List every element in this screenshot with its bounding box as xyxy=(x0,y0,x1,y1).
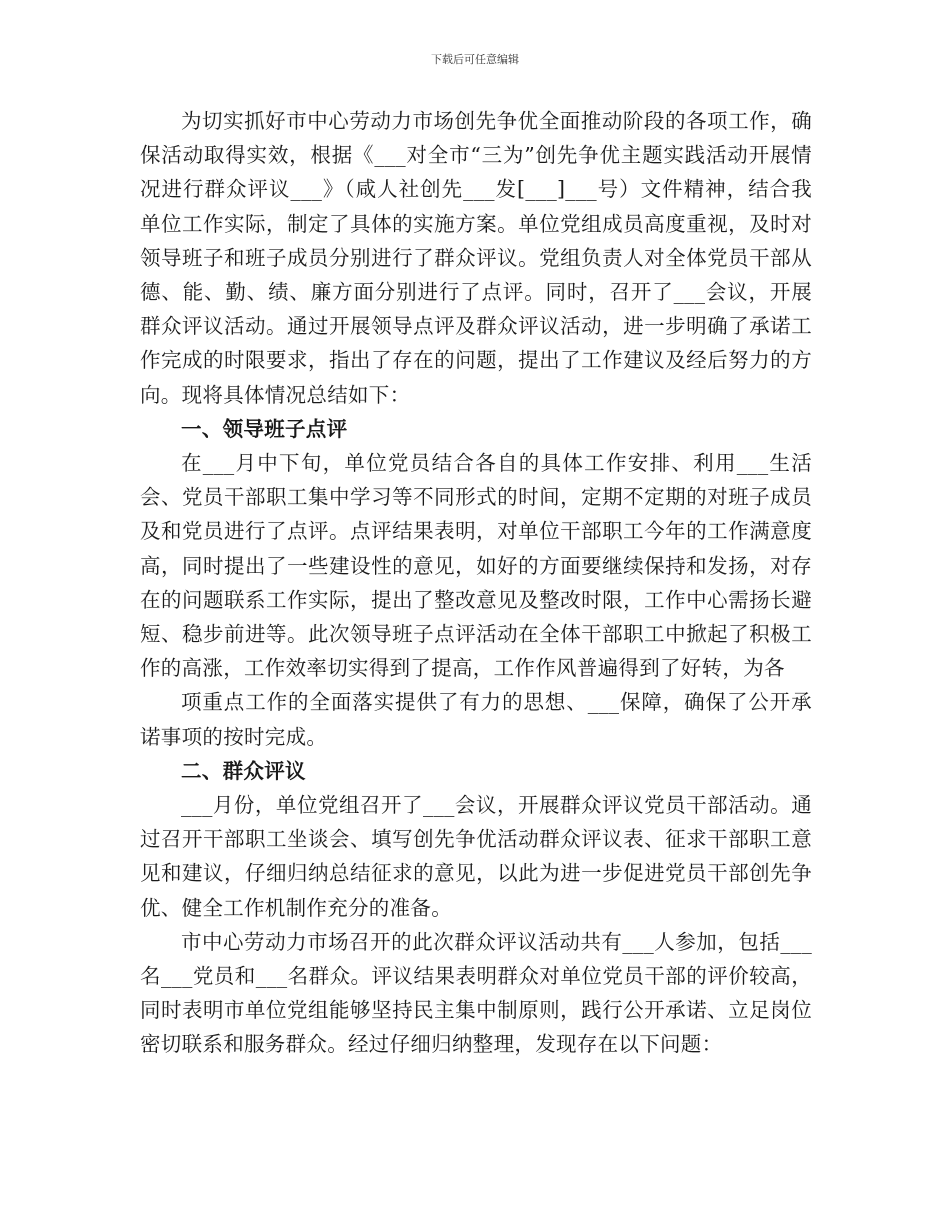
page-header: 下载后可任意编辑 xyxy=(431,53,519,66)
section-heading-public-review: 二、群众评议 xyxy=(181,758,306,783)
leadership-review-paragraph-1: 在___月中下旬，单位党员结合各自的具体工作安排、利用___生活会、党员干部职工集中学习等不同形式的时间，定期不定期的对班子成员及和党员进行了点评。点评结果表明，对单位干部职工今年的工作满意度高，同时提出了一些建设性的意见，如好的方面要继续保持和发扬，对存在的问题联系工作实际，提出了整改意见及整改时限，工作中心需扬长避短、稳步前进等。此次领导班子点评活动在全体干部职工中掀起了积极工作的高涨，工作效率切实得到了提高，工作作风普遍得到了好转，为各 xyxy=(140,451,812,681)
public-review-paragraph-1: ___月份，单位党组召开了___会议，开展群众评议党员干部活动。通过召开干部职工坐谈会、填写创先争优活动群众评议表、征求干部职工意见和建议，仔细归纳总结征求的意见，以此为进一步促进党员干部创先争优、健全工作机制作充分的准备。 xyxy=(140,793,812,920)
public-review-paragraph-2: 市中心劳动力市场召开的此次群众评议活动共有___人参加，包括___名___党员和___名群众。评议结果表明群众对单位党员干部的评价较高，同时表明市单位党组能够坚持民主集中制原则，践行公开承诺、立足岗位密切联系和服务群众。经过仔细归纳整理，发现存在以下问题： xyxy=(140,929,812,1057)
intro-paragraph: 为切实抓好市中心劳动力市场创先争优全面推动阶段的各项工作，确保活动取得实效，根据《___对全市“三为”创先争优主题实践活动开展情况进行群众评议___》（咸人社创先___发[___]___号）文件精神，结合我单位工作实际，制定了具体的实施方案。单位党组成员高度重视，及时对领导班子和班子成员分别进行了群众评议。党组负责人对全体党员干部从德、能、勤、绩、廉方面分别进行了点评。同时，召开了___会议，开展群众评议活动。通过开展领导点评及群众评议活动，进一步明确了承诺工作完成的时限要求，指出了存在的问题，提出了工作建议及经后努力的方向。现将具体情况总结如下： xyxy=(140,109,812,407)
section-heading-leadership-review: 一、领导班子点评 xyxy=(181,416,348,441)
leadership-review-paragraph-2: 项重点工作的全面落实提供了有力的思想、___保障，确保了公开承诺事项的按时完成。 xyxy=(140,690,812,749)
document-body xyxy=(140,104,812,1062)
